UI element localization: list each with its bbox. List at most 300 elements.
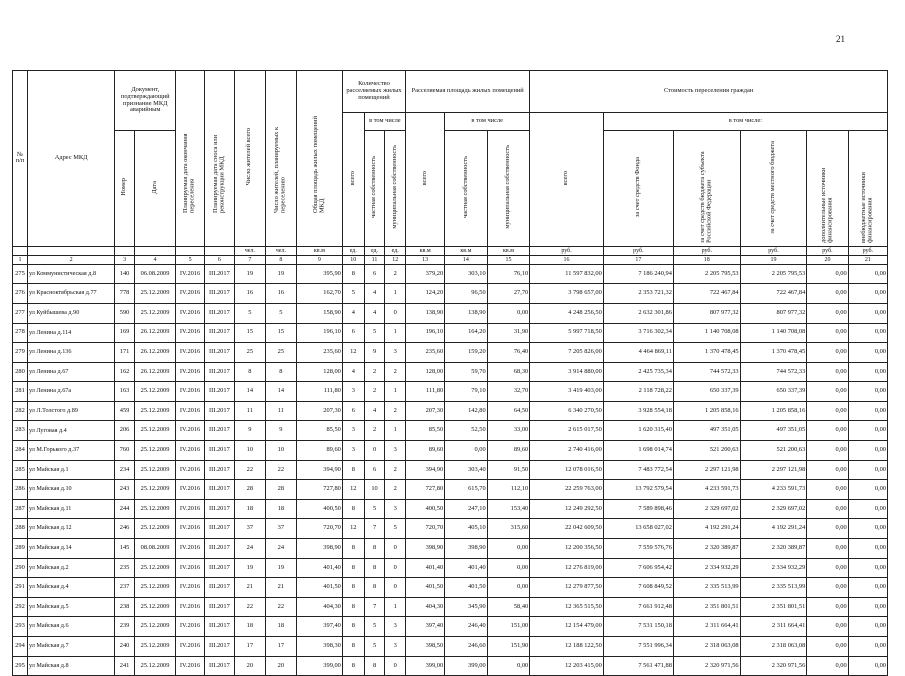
table-row [13, 558, 888, 578]
qty-private-cell: 7 [364, 519, 385, 539]
doc-date-cell: 26.12.2009 [134, 323, 175, 343]
residents-planned-cell: 16 [265, 284, 296, 304]
unit-cell: руб. [807, 246, 848, 255]
address-cell: ул Ленина д.67 [27, 362, 114, 382]
area-municipal-cell: 0,00 [487, 558, 530, 578]
cost-subject-cell: 497 351,05 [673, 421, 740, 441]
cost-local-cell: 521 200,63 [740, 441, 807, 461]
area-total-cell: 401,50 [406, 578, 445, 598]
unit-cell [115, 246, 135, 255]
cost-fund-cell: 3 928 554,18 [603, 401, 673, 421]
address-cell: ул Красноктябрьская д.77 [27, 284, 114, 304]
qty-municipal-cell: 3 [385, 499, 406, 519]
planned-end-cell: IV.2016 [176, 362, 205, 382]
unit-cell: чел. [234, 246, 265, 255]
planned-demolition-cell: III.2017 [204, 284, 234, 304]
planned-end-cell: IV.2016 [176, 637, 205, 657]
doc-number-cell: 235 [115, 558, 135, 578]
row-number-cell: 287 [13, 499, 28, 519]
header-area-total: всего [406, 113, 445, 247]
address-cell: ул Майская д.10 [27, 480, 114, 500]
residents-planned-cell: 20 [265, 656, 296, 676]
unit-cell: ед. [385, 246, 406, 255]
area-private-cell: 159,20 [445, 343, 488, 363]
cost-total-cell: 22 042 609,50 [530, 519, 604, 539]
cost-fund-cell: 2 425 735,34 [603, 362, 673, 382]
unit-cell: ед. [364, 246, 385, 255]
cost-fund-cell: 7 608 849,52 [603, 578, 673, 598]
header-cost-incl: в том числе: [603, 113, 887, 131]
cost-extra-cell: 0,00 [807, 303, 848, 323]
doc-date-cell: 25.12.2009 [134, 578, 175, 598]
planned-end-cell: IV.2016 [176, 303, 205, 323]
area-total-cell: 397,40 [406, 617, 445, 637]
total-area-cell: 720,70 [296, 519, 342, 539]
area-private-cell: 96,50 [445, 284, 488, 304]
doc-date-cell: 25.12.2009 [134, 284, 175, 304]
column-index-cell: 18 [673, 255, 740, 264]
header-area-group: Расселяемая площадь жилых помещений [406, 71, 530, 113]
address-cell: ул М.Горького д.37 [27, 441, 114, 461]
qty-private-cell: 2 [364, 382, 385, 402]
area-private-cell: 246,60 [445, 637, 488, 657]
cost-extra-cell: 0,00 [807, 460, 848, 480]
row-number-cell: 276 [13, 284, 28, 304]
qty-private-cell: 5 [364, 637, 385, 657]
cost-total-cell: 22 259 763,00 [530, 480, 604, 500]
area-private-cell: 399,00 [445, 656, 488, 676]
qty-private-cell: 5 [364, 323, 385, 343]
unit-cell [204, 246, 234, 255]
column-index-cell: 15 [487, 255, 530, 264]
page-number: 21 [836, 34, 845, 44]
residents-total-cell: 20 [234, 656, 265, 676]
column-index-cell: 21 [848, 255, 887, 264]
doc-date-cell: 06.08.2009 [134, 264, 175, 284]
doc-date-cell: 25.12.2009 [134, 480, 175, 500]
address-cell: ул Майская д.6 [27, 617, 114, 637]
cost-local-cell: 2 351 801,51 [740, 597, 807, 617]
header-document: Документ, подтверждающий признание МКД аварийным [115, 71, 176, 131]
residents-planned-cell: 37 [265, 519, 296, 539]
cost-extra-cell: 0,00 [807, 637, 848, 657]
doc-date-cell: 25.12.2009 [134, 303, 175, 323]
unit-cell: руб. [740, 246, 807, 255]
area-total-cell: 89,60 [406, 441, 445, 461]
doc-number-cell: 171 [115, 343, 135, 363]
header-qty-incl: в том числе [364, 113, 405, 131]
area-private-cell: 401,50 [445, 578, 488, 598]
qty-municipal-cell: 0 [385, 558, 406, 578]
address-cell: ул Майская д.4 [27, 578, 114, 598]
qty-private-cell: 2 [364, 421, 385, 441]
address-cell: ул Майская д.12 [27, 519, 114, 539]
planned-end-cell: IV.2016 [176, 382, 205, 402]
cost-offbudget-cell: 0,00 [848, 617, 887, 637]
table-row [13, 539, 888, 559]
cost-total-cell: 12 078 016,50 [530, 460, 604, 480]
cost-fund-cell: 7 551 996,34 [603, 637, 673, 657]
residents-planned-cell: 18 [265, 617, 296, 637]
doc-date-cell: 25.12.2009 [134, 637, 175, 657]
qty-private-cell: 10 [364, 480, 385, 500]
residents-total-cell: 14 [234, 382, 265, 402]
area-total-cell: 400,50 [406, 499, 445, 519]
cost-subject-cell: 650 337,39 [673, 382, 740, 402]
header-planned-end: Планируемая дата окончания переселения [176, 71, 205, 247]
address-cell: ул Майская д.2 [27, 558, 114, 578]
residents-planned-cell: 18 [265, 499, 296, 519]
header-cost-group: Стоимость переселения граждан [530, 71, 888, 113]
residents-total-cell: 19 [234, 558, 265, 578]
planned-end-cell: IV.2016 [176, 578, 205, 598]
area-municipal-cell: 112,10 [487, 480, 530, 500]
residents-planned-cell: 25 [265, 343, 296, 363]
address-cell: ул Майская д.8 [27, 656, 114, 676]
qty-municipal-cell: 5 [385, 519, 406, 539]
qty-total-cell: 12 [342, 343, 364, 363]
qty-private-cell: 8 [364, 539, 385, 559]
planned-demolition-cell: III.2017 [204, 578, 234, 598]
planned-demolition-cell: III.2017 [204, 323, 234, 343]
cost-extra-cell: 0,00 [807, 382, 848, 402]
row-number-cell: 278 [13, 323, 28, 343]
cost-fund-cell: 7 606 954,42 [603, 558, 673, 578]
planned-demolition-cell: III.2017 [204, 441, 234, 461]
qty-municipal-cell: 1 [385, 284, 406, 304]
area-total-cell: 727,80 [406, 480, 445, 500]
area-total-cell: 235,60 [406, 343, 445, 363]
row-number-cell: 282 [13, 401, 28, 421]
address-cell: ул Майская д.14 [27, 539, 114, 559]
cost-fund-cell: 13 658 027,02 [603, 519, 673, 539]
cost-extra-cell: 0,00 [807, 264, 848, 284]
cost-local-cell: 2 335 513,99 [740, 578, 807, 598]
cost-subject-cell: 2 311 664,41 [673, 617, 740, 637]
doc-date-cell: 08.08.2009 [134, 539, 175, 559]
cost-subject-cell: 1 140 708,08 [673, 323, 740, 343]
planned-end-cell: IV.2016 [176, 597, 205, 617]
cost-subject-cell: 722 467,84 [673, 284, 740, 304]
cost-total-cell: 3 798 657,00 [530, 284, 604, 304]
cost-total-cell: 12 154 479,00 [530, 617, 604, 637]
doc-date-cell: 25.12.2009 [134, 460, 175, 480]
area-private-cell: 164,20 [445, 323, 488, 343]
header-area-private: частная собственность [445, 131, 488, 247]
header-doc-number: Номер [115, 131, 135, 247]
cost-offbudget-cell: 0,00 [848, 323, 887, 343]
cost-local-cell: 2 297 121,98 [740, 460, 807, 480]
area-total-cell: 85,50 [406, 421, 445, 441]
qty-private-cell: 8 [364, 578, 385, 598]
residents-total-cell: 16 [234, 284, 265, 304]
area-municipal-cell: 151,00 [487, 617, 530, 637]
total-area-cell: 207,30 [296, 401, 342, 421]
cost-fund-cell: 1 620 315,40 [603, 421, 673, 441]
residents-planned-cell: 15 [265, 323, 296, 343]
planned-end-cell: IV.2016 [176, 499, 205, 519]
residents-total-cell: 10 [234, 441, 265, 461]
table-row [13, 597, 888, 617]
cost-offbudget-cell: 0,00 [848, 656, 887, 676]
doc-number-cell: 246 [115, 519, 135, 539]
table-row [13, 284, 888, 304]
residents-planned-cell: 5 [265, 303, 296, 323]
area-private-cell: 303,40 [445, 460, 488, 480]
column-index-cell: 9 [296, 255, 342, 264]
cost-subject-cell: 744 572,33 [673, 362, 740, 382]
area-total-cell: 111,80 [406, 382, 445, 402]
cost-extra-cell: 0,00 [807, 558, 848, 578]
area-municipal-cell: 31,90 [487, 323, 530, 343]
area-municipal-cell: 151,90 [487, 637, 530, 657]
area-private-cell: 615,70 [445, 480, 488, 500]
cost-subject-cell: 2 320 971,56 [673, 656, 740, 676]
column-index-cell: 17 [603, 255, 673, 264]
cost-subject-cell: 1 370 478,45 [673, 343, 740, 363]
qty-private-cell: 5 [364, 617, 385, 637]
total-area-cell: 235,60 [296, 343, 342, 363]
address-cell: ул Майская д.11 [27, 499, 114, 519]
units-row [13, 246, 888, 255]
header-cost-total: всего [530, 113, 604, 247]
qty-total-cell: 3 [342, 441, 364, 461]
cost-local-cell: 807 977,32 [740, 303, 807, 323]
doc-number-cell: 240 [115, 637, 135, 657]
header-planned-demolition: Планируемая дата сноса или реконструкции МКД [204, 71, 234, 247]
qty-municipal-cell: 2 [385, 480, 406, 500]
cost-total-cell: 12 200 356,50 [530, 539, 604, 559]
column-index-cell: 5 [176, 255, 205, 264]
area-private-cell: 246,40 [445, 617, 488, 637]
cost-extra-cell: 0,00 [807, 656, 848, 676]
residents-planned-cell: 24 [265, 539, 296, 559]
qty-municipal-cell: 0 [385, 578, 406, 598]
row-number-cell: 277 [13, 303, 28, 323]
area-total-cell: 128,00 [406, 362, 445, 382]
area-total-cell: 401,40 [406, 558, 445, 578]
residents-total-cell: 9 [234, 421, 265, 441]
cost-offbudget-cell: 0,00 [848, 343, 887, 363]
cost-extra-cell: 0,00 [807, 597, 848, 617]
row-number-cell: 295 [13, 656, 28, 676]
cost-subject-cell: 2 320 389,87 [673, 539, 740, 559]
residents-total-cell: 21 [234, 578, 265, 598]
doc-number-cell: 237 [115, 578, 135, 598]
header-residents-planned: Число жителей, планируемых к переселению [265, 71, 296, 247]
column-index-cell: 19 [740, 255, 807, 264]
cost-local-cell: 1 205 858,16 [740, 401, 807, 421]
residents-total-cell: 25 [234, 343, 265, 363]
cost-fund-cell: 4 464 869,11 [603, 343, 673, 363]
header-cost-offbudget: внебюджетные источники финансирования [848, 131, 887, 247]
qty-total-cell: 5 [342, 284, 364, 304]
residents-planned-cell: 28 [265, 480, 296, 500]
qty-municipal-cell: 3 [385, 637, 406, 657]
residents-total-cell: 18 [234, 617, 265, 637]
area-private-cell: 401,40 [445, 558, 488, 578]
qty-municipal-cell: 1 [385, 597, 406, 617]
doc-date-cell: 25.12.2009 [134, 499, 175, 519]
qty-municipal-cell: 1 [385, 382, 406, 402]
cost-local-cell: 2 329 697,02 [740, 499, 807, 519]
header-address: Адрес МКД [27, 71, 114, 247]
residents-planned-cell: 8 [265, 362, 296, 382]
table-row [13, 637, 888, 657]
cost-offbudget-cell: 0,00 [848, 578, 887, 598]
planned-end-cell: IV.2016 [176, 323, 205, 343]
cost-subject-cell: 2 318 063,08 [673, 637, 740, 657]
row-number-cell: 283 [13, 421, 28, 441]
doc-number-cell: 239 [115, 617, 135, 637]
qty-total-cell: 8 [342, 637, 364, 657]
cost-fund-cell: 7 561 471,88 [603, 656, 673, 676]
cost-offbudget-cell: 0,00 [848, 441, 887, 461]
unit-cell [176, 246, 205, 255]
header-total-area: Общая площадь жилых помещений МКД [296, 71, 342, 247]
cost-local-cell: 2 334 932,29 [740, 558, 807, 578]
total-area-cell: 394,90 [296, 460, 342, 480]
area-private-cell: 142,80 [445, 401, 488, 421]
qty-total-cell: 8 [342, 558, 364, 578]
cost-offbudget-cell: 0,00 [848, 264, 887, 284]
table-row [13, 578, 888, 598]
cost-total-cell: 3 914 880,00 [530, 362, 604, 382]
planned-end-cell: IV.2016 [176, 558, 205, 578]
cost-offbudget-cell: 0,00 [848, 480, 887, 500]
doc-number-cell: 238 [115, 597, 135, 617]
total-area-cell: 398,90 [296, 539, 342, 559]
residents-planned-cell: 22 [265, 460, 296, 480]
cost-fund-cell: 7 186 240,94 [603, 264, 673, 284]
doc-number-cell: 243 [115, 480, 135, 500]
cost-offbudget-cell: 0,00 [848, 362, 887, 382]
cost-offbudget-cell: 0,00 [848, 401, 887, 421]
qty-private-cell: 4 [364, 401, 385, 421]
area-total-cell: 398,90 [406, 539, 445, 559]
cost-local-cell: 1 370 478,45 [740, 343, 807, 363]
header-qty-municipal: муниципальная собственность [385, 131, 406, 247]
cost-subject-cell: 807 977,32 [673, 303, 740, 323]
area-private-cell: 398,90 [445, 539, 488, 559]
total-area-cell: 158,90 [296, 303, 342, 323]
doc-date-cell: 25.12.2009 [134, 401, 175, 421]
qty-private-cell: 6 [364, 264, 385, 284]
total-area-cell: 399,00 [296, 656, 342, 676]
qty-municipal-cell: 3 [385, 441, 406, 461]
total-area-cell: 400,50 [296, 499, 342, 519]
cost-total-cell: 12 203 415,00 [530, 656, 604, 676]
area-municipal-cell: 33,00 [487, 421, 530, 441]
qty-total-cell: 6 [342, 401, 364, 421]
cost-extra-cell: 0,00 [807, 441, 848, 461]
cost-subject-cell: 1 205 858,16 [673, 401, 740, 421]
area-private-cell: 303,10 [445, 264, 488, 284]
planned-demolition-cell: III.2017 [204, 539, 234, 559]
column-index-cell: 13 [406, 255, 445, 264]
area-private-cell: 247,10 [445, 499, 488, 519]
doc-number-cell: 459 [115, 401, 135, 421]
cost-total-cell: 12 249 292,50 [530, 499, 604, 519]
qty-municipal-cell: 2 [385, 460, 406, 480]
cost-subject-cell: 2 334 932,29 [673, 558, 740, 578]
unit-cell: кв.м [296, 246, 342, 255]
total-area-cell: 395,90 [296, 264, 342, 284]
cost-total-cell: 12 188 122,50 [530, 637, 604, 657]
row-number-cell: 286 [13, 480, 28, 500]
doc-number-cell: 169 [115, 323, 135, 343]
cost-fund-cell: 2 118 728,22 [603, 382, 673, 402]
column-index-cell: 16 [530, 255, 604, 264]
area-total-cell: 404,30 [406, 597, 445, 617]
area-total-cell: 398,50 [406, 637, 445, 657]
address-cell: ул Ленина д.114 [27, 323, 114, 343]
unit-cell: чел. [265, 246, 296, 255]
qty-total-cell: 8 [342, 656, 364, 676]
qty-private-cell: 5 [364, 499, 385, 519]
qty-municipal-cell: 0 [385, 656, 406, 676]
area-municipal-cell: 64,50 [487, 401, 530, 421]
unit-cell: ед. [342, 246, 364, 255]
residents-total-cell: 19 [234, 264, 265, 284]
row-number-cell: 284 [13, 441, 28, 461]
table-row [13, 382, 888, 402]
column-index-cell: 11 [364, 255, 385, 264]
doc-number-cell: 241 [115, 656, 135, 676]
cost-subject-cell: 521 200,63 [673, 441, 740, 461]
area-private-cell: 59,70 [445, 362, 488, 382]
column-index-cell: 1 [13, 255, 28, 264]
cost-offbudget-cell: 0,00 [848, 382, 887, 402]
total-area-cell: 85,50 [296, 421, 342, 441]
cost-subject-cell: 4 233 591,73 [673, 480, 740, 500]
qty-total-cell: 6 [342, 323, 364, 343]
doc-date-cell: 25.12.2009 [134, 421, 175, 441]
qty-private-cell: 4 [364, 303, 385, 323]
cost-offbudget-cell: 0,00 [848, 499, 887, 519]
table-row [13, 441, 888, 461]
residents-total-cell: 17 [234, 637, 265, 657]
table-row [13, 303, 888, 323]
header-no: № п/п [13, 71, 28, 247]
address-cell: ул Майская д.7 [27, 637, 114, 657]
cost-extra-cell: 0,00 [807, 499, 848, 519]
cost-extra-cell: 0,00 [807, 480, 848, 500]
residents-total-cell: 22 [234, 597, 265, 617]
planned-demolition-cell: III.2017 [204, 401, 234, 421]
unit-cell: кв.м [445, 246, 488, 255]
row-number-cell: 279 [13, 343, 28, 363]
doc-number-cell: 244 [115, 499, 135, 519]
residents-planned-cell: 19 [265, 558, 296, 578]
cost-fund-cell: 7 483 772,54 [603, 460, 673, 480]
header-area-municipal: муниципальная собственность [487, 131, 530, 247]
residents-total-cell: 22 [234, 460, 265, 480]
header-cost-subject: за счет средств бюджета субъекта Российской Федерации [673, 131, 740, 247]
unit-cell [13, 246, 28, 255]
doc-date-cell: 26.12.2009 [134, 343, 175, 363]
planned-demolition-cell: III.2017 [204, 499, 234, 519]
cost-offbudget-cell: 0,00 [848, 597, 887, 617]
cost-total-cell: 12 279 877,50 [530, 578, 604, 598]
residents-total-cell: 11 [234, 401, 265, 421]
cost-total-cell: 2 740 416,00 [530, 441, 604, 461]
residents-total-cell: 24 [234, 539, 265, 559]
unit-cell [27, 246, 114, 255]
cost-local-cell: 4 192 291,24 [740, 519, 807, 539]
cost-offbudget-cell: 0,00 [848, 637, 887, 657]
planned-demolition-cell: III.2017 [204, 460, 234, 480]
